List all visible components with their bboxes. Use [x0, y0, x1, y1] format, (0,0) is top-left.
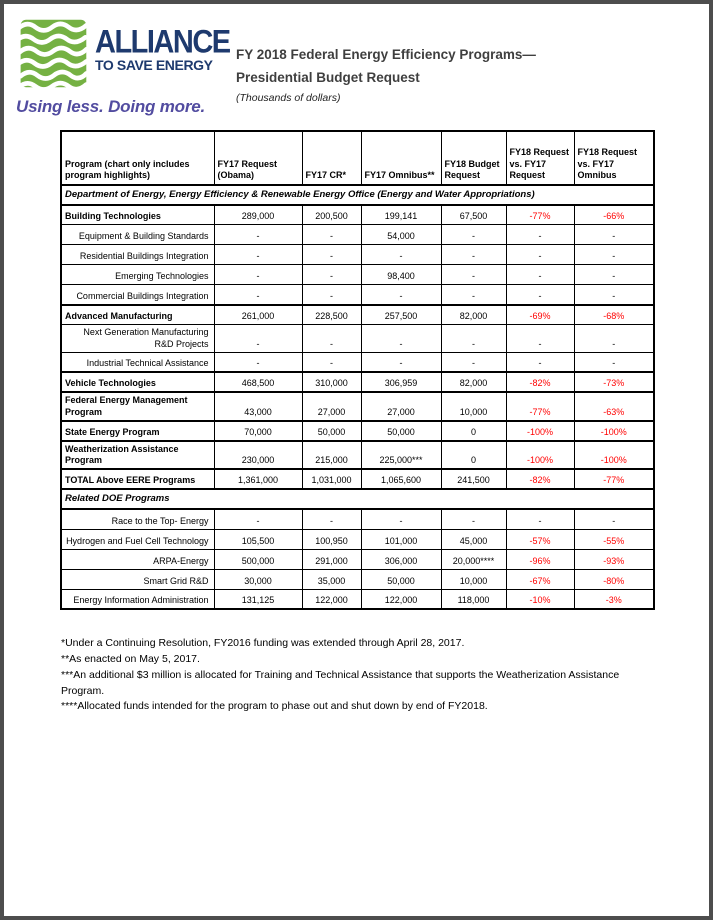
section-label: Related DOE Programs — [61, 489, 654, 509]
section-row — [61, 185, 654, 205]
value-cell: 257,500 — [361, 305, 441, 325]
value-cell: 230,000 — [214, 441, 302, 470]
value-cell: - — [574, 225, 654, 245]
program-name-cell: Emerging Technologies — [61, 265, 214, 285]
value-cell: 30,000 — [214, 569, 302, 589]
value-cell: - — [574, 245, 654, 265]
value-cell: 27,000 — [361, 392, 441, 421]
value-cell: - — [441, 509, 506, 529]
tagline-using-less: Using less. — [16, 97, 109, 116]
value-cell: 67,500 — [441, 205, 506, 225]
value-cell: 122,000 — [361, 589, 441, 609]
value-cell: - — [214, 265, 302, 285]
column-header-1: FY17 Request (Obama) — [214, 131, 302, 185]
document-title-line1: FY 2018 Federal Energy Efficiency Programs— — [236, 47, 536, 62]
value-cell: -77% — [506, 392, 574, 421]
value-cell: - — [441, 245, 506, 265]
section-label: Department of Energy, Energy Efficiency & Renewable Energy Office (Energy and Water Appropriations) — [61, 185, 654, 205]
value-cell: 0 — [441, 421, 506, 441]
footnote-3: ***An additional $3 million is allocated for Training and Technical Assistance that supports the Weatherization Assistance Program. — [61, 668, 620, 697]
table-row — [61, 421, 654, 441]
value-cell: 199,141 — [361, 205, 441, 225]
header-row — [61, 131, 654, 185]
value-cell: 0 — [441, 441, 506, 470]
value-cell: -63% — [574, 392, 654, 421]
value-cell: -10% — [506, 589, 574, 609]
table-row — [61, 549, 654, 569]
value-cell: 70,000 — [214, 421, 302, 441]
table-row — [61, 245, 654, 265]
value-cell: - — [506, 509, 574, 529]
value-cell: 35,000 — [302, 569, 361, 589]
alliance-waves-logo-icon — [16, 16, 90, 92]
value-cell: - — [214, 245, 302, 265]
footnotes-block — [61, 636, 655, 715]
value-cell: -68% — [574, 305, 654, 325]
program-name-cell: Building Technologies — [61, 205, 214, 225]
value-cell: -67% — [506, 569, 574, 589]
value-cell: 20,000**** — [441, 549, 506, 569]
table-row — [61, 325, 654, 353]
column-header-6: FY18 Request vs. FY17 Omnibus — [574, 131, 654, 185]
value-cell: 500,000 — [214, 549, 302, 569]
program-name-cell: TOTAL Above EERE Programs — [61, 469, 214, 489]
value-cell: 100,950 — [302, 529, 361, 549]
program-name-cell: Advanced Manufacturing — [61, 305, 214, 325]
section-row — [61, 489, 654, 509]
value-cell: - — [574, 325, 654, 353]
footnote-1: *Under a Continuing Resolution, FY2016 funding was extended through April 28, 2017. — [61, 637, 465, 650]
table-row — [61, 305, 654, 325]
table-row — [61, 372, 654, 392]
value-cell: 200,500 — [302, 205, 361, 225]
value-cell: - — [506, 265, 574, 285]
value-cell: - — [214, 225, 302, 245]
table-row — [61, 441, 654, 470]
value-cell: 101,000 — [361, 529, 441, 549]
table-row — [61, 469, 654, 489]
value-cell: 468,500 — [214, 372, 302, 392]
column-header-5: FY18 Request vs. FY17 Request — [506, 131, 574, 185]
value-cell: - — [506, 285, 574, 305]
value-cell: - — [441, 325, 506, 353]
program-name-cell: Residential Buildings Integration — [61, 245, 214, 265]
value-cell: - — [574, 352, 654, 372]
value-cell: - — [302, 225, 361, 245]
budget-table — [60, 130, 655, 610]
program-name-cell: Weatherization Assistance Program — [61, 441, 214, 470]
value-cell: - — [506, 352, 574, 372]
value-cell: -100% — [506, 441, 574, 470]
brand-name-line1: ALLIANCE — [95, 24, 230, 61]
table-row — [61, 352, 654, 372]
value-cell: 306,959 — [361, 372, 441, 392]
value-cell: - — [302, 509, 361, 529]
value-cell: -77% — [506, 205, 574, 225]
value-cell: - — [214, 352, 302, 372]
value-cell: - — [361, 509, 441, 529]
value-cell: 43,000 — [214, 392, 302, 421]
value-cell: - — [302, 325, 361, 353]
program-name-cell: Energy Information Administration — [61, 589, 214, 609]
value-cell: - — [302, 245, 361, 265]
value-cell: 1,065,600 — [361, 469, 441, 489]
column-header-4: FY18 Budget Request — [441, 131, 506, 185]
value-cell: - — [574, 509, 654, 529]
footnote-2: **As enacted on May 5, 2017. — [61, 653, 200, 665]
value-cell: -100% — [574, 441, 654, 470]
value-cell: - — [361, 285, 441, 305]
brand-name-line2: TO SAVE ENERGY — [95, 56, 213, 73]
value-cell: 306,000 — [361, 549, 441, 569]
value-cell: - — [214, 509, 302, 529]
brand-tagline — [16, 97, 232, 117]
program-name-cell: Federal Energy Management Program — [61, 392, 214, 421]
value-cell: 261,000 — [214, 305, 302, 325]
table-row — [61, 225, 654, 245]
value-cell: 98,400 — [361, 265, 441, 285]
value-cell: - — [361, 325, 441, 353]
brand-name — [95, 16, 230, 73]
value-cell: 228,500 — [302, 305, 361, 325]
brand-block — [16, 16, 232, 117]
page-header — [4, 4, 709, 117]
value-cell: 131,125 — [214, 589, 302, 609]
budget-table-header — [61, 131, 654, 185]
value-cell: -82% — [506, 372, 574, 392]
program-name-cell: Smart Grid R&D — [61, 569, 214, 589]
value-cell: 1,361,000 — [214, 469, 302, 489]
value-cell: 10,000 — [441, 392, 506, 421]
value-cell: -57% — [506, 529, 574, 549]
value-cell: - — [441, 285, 506, 305]
program-name-cell: Vehicle Technologies — [61, 372, 214, 392]
value-cell: 50,000 — [361, 421, 441, 441]
table-row — [61, 509, 654, 529]
column-header-0: Program (chart only includes program highlights) — [61, 131, 214, 185]
value-cell: - — [302, 352, 361, 372]
document-title-block — [236, 16, 536, 117]
value-cell: 241,500 — [441, 469, 506, 489]
value-cell: - — [441, 265, 506, 285]
value-cell: -100% — [574, 421, 654, 441]
value-cell: - — [506, 325, 574, 353]
value-cell: -100% — [506, 421, 574, 441]
table-row — [61, 529, 654, 549]
value-cell: 225,000*** — [361, 441, 441, 470]
value-cell: 82,000 — [441, 305, 506, 325]
table-row — [61, 205, 654, 225]
value-cell: 82,000 — [441, 372, 506, 392]
value-cell: -3% — [574, 589, 654, 609]
table-row — [61, 285, 654, 305]
value-cell: -69% — [506, 305, 574, 325]
value-cell: -66% — [574, 205, 654, 225]
value-cell: -73% — [574, 372, 654, 392]
value-cell: 122,000 — [302, 589, 361, 609]
document-units-subtitle: (Thousands of dollars) — [236, 91, 341, 104]
value-cell: - — [574, 285, 654, 305]
value-cell: 289,000 — [214, 205, 302, 225]
value-cell: - — [574, 265, 654, 285]
table-row — [61, 392, 654, 421]
program-name-cell: Race to the Top- Energy — [61, 509, 214, 529]
program-name-cell: Next Generation Manufacturing R&D Projects — [61, 325, 214, 353]
value-cell: 310,000 — [302, 372, 361, 392]
value-cell: 10,000 — [441, 569, 506, 589]
value-cell: 215,000 — [302, 441, 361, 470]
value-cell: - — [302, 285, 361, 305]
value-cell: -80% — [574, 569, 654, 589]
value-cell: - — [302, 265, 361, 285]
value-cell: - — [506, 225, 574, 245]
value-cell: - — [441, 352, 506, 372]
program-name-cell: Industrial Technical Assistance — [61, 352, 214, 372]
program-name-cell: ARPA-Energy — [61, 549, 214, 569]
value-cell: -55% — [574, 529, 654, 549]
value-cell: 50,000 — [361, 569, 441, 589]
table-row — [61, 569, 654, 589]
value-cell: -96% — [506, 549, 574, 569]
program-name-cell: State Energy Program — [61, 421, 214, 441]
column-header-3: FY17 Omnibus** — [361, 131, 441, 185]
value-cell: 118,000 — [441, 589, 506, 609]
value-cell: -77% — [574, 469, 654, 489]
value-cell: 291,000 — [302, 549, 361, 569]
program-name-cell: Hydrogen and Fuel Cell Technology — [61, 529, 214, 549]
document-title-line2: Presidential Budget Request — [236, 69, 420, 85]
value-cell: - — [441, 225, 506, 245]
table-row — [61, 265, 654, 285]
tagline-doing-more: Doing more. — [108, 97, 206, 116]
table-row — [61, 589, 654, 609]
budget-table-body — [61, 185, 654, 609]
value-cell: - — [214, 285, 302, 305]
value-cell: - — [361, 245, 441, 265]
footnote-4: ****Allocated funds intended for the program to phase out and shut down by end of FY2018. — [61, 700, 488, 713]
value-cell: 54,000 — [361, 225, 441, 245]
value-cell: -93% — [574, 549, 654, 569]
value-cell: - — [506, 245, 574, 265]
value-cell: -82% — [506, 469, 574, 489]
value-cell: 45,000 — [441, 529, 506, 549]
value-cell: - — [214, 325, 302, 353]
value-cell: 1,031,000 — [302, 469, 361, 489]
value-cell: - — [361, 352, 441, 372]
program-name-cell: Equipment & Building Standards — [61, 225, 214, 245]
program-name-cell: Commercial Buildings Integration — [61, 285, 214, 305]
value-cell: 27,000 — [302, 392, 361, 421]
column-header-2: FY17 CR* — [302, 131, 361, 185]
value-cell: 50,000 — [302, 421, 361, 441]
value-cell: 105,500 — [214, 529, 302, 549]
